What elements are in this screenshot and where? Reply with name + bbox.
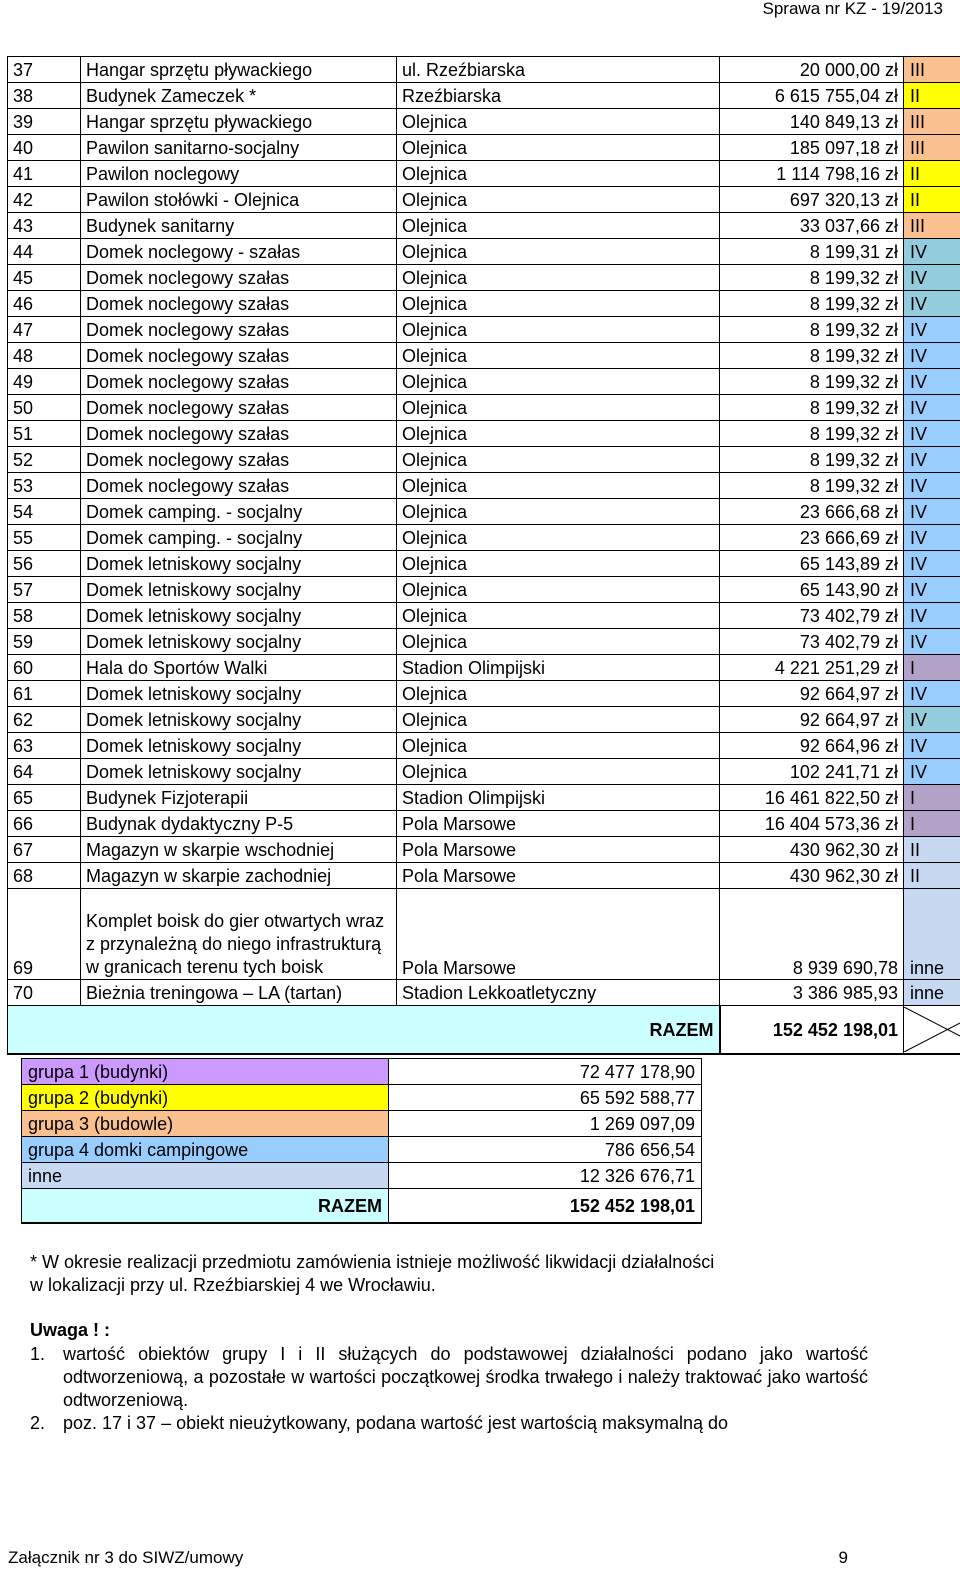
row-number: 39	[8, 109, 81, 135]
object-value: 8 199,32 zł	[720, 447, 904, 473]
group-cell: IV	[904, 317, 960, 343]
table-row	[8, 759, 960, 785]
group-cell: IV	[904, 759, 960, 785]
footnote-star-line1: * W okresie realizacji przedmiotu zamówienia istnieje możliwość likwidacji działalności	[30, 1252, 715, 1272]
object-name: Domek camping. - socjalny	[81, 525, 397, 551]
object-value: 8 199,32 zł	[720, 369, 904, 395]
row-number: 46	[8, 291, 81, 317]
object-location: Olejnica	[397, 707, 720, 733]
table-row	[8, 551, 960, 577]
row-number: 49	[8, 369, 81, 395]
object-value: 6 615 755,04 zł	[720, 83, 904, 109]
table-row	[8, 577, 960, 603]
object-location: Olejnica	[397, 629, 720, 655]
group-cell: IV	[904, 681, 960, 707]
group-cell: IV	[904, 629, 960, 655]
object-name: Domek noclegowy szałas	[81, 369, 397, 395]
row-number: 70	[8, 980, 81, 1006]
object-location: Olejnica	[397, 473, 720, 499]
group-cell: III	[904, 109, 960, 135]
row-number: 66	[8, 811, 81, 837]
object-location: Stadion Olimpijski	[397, 655, 720, 681]
object-value: 8 199,32 zł	[720, 291, 904, 317]
object-value: 23 666,69 zł	[720, 525, 904, 551]
table-row	[8, 109, 960, 135]
object-location: Pola Marsowe	[397, 863, 720, 889]
group-cell: II	[904, 863, 960, 889]
summary-value: 65 592 588,77	[389, 1085, 702, 1111]
row-number: 67	[8, 837, 81, 863]
summary-row	[22, 1137, 702, 1163]
cross-mark	[904, 1007, 960, 1052]
summary-row	[22, 1059, 702, 1085]
group-cell: II	[904, 837, 960, 863]
group-summary-table	[21, 1058, 702, 1224]
group-cell: inne	[904, 889, 960, 980]
object-location: Olejnica	[397, 421, 720, 447]
object-name: Domek noclegowy - szałas	[81, 239, 397, 265]
group-cell: IV	[904, 239, 960, 265]
table-row	[8, 837, 960, 863]
object-value: 430 962,30 zł	[720, 863, 904, 889]
uwaga-list	[30, 1343, 868, 1435]
row-number: 57	[8, 577, 81, 603]
object-location: Olejnica	[397, 265, 720, 291]
table-row	[8, 135, 960, 161]
table-row	[8, 785, 960, 811]
group-cell: I	[904, 811, 960, 837]
object-name: Pawilon stołówki - Olejnica	[81, 187, 397, 213]
object-value: 8 199,32 zł	[720, 317, 904, 343]
group-cell: IV	[904, 525, 960, 551]
object-location: Olejnica	[397, 135, 720, 161]
table-row	[8, 291, 960, 317]
object-value: 16 461 822,50 zł	[720, 785, 904, 811]
object-name: Domek noclegowy szałas	[81, 291, 397, 317]
object-location: Olejnica	[397, 369, 720, 395]
object-location: Pola Marsowe	[397, 811, 720, 837]
total-row	[8, 1006, 960, 1055]
object-value: 8 199,32 zł	[720, 265, 904, 291]
object-name: Domek noclegowy szałas	[81, 421, 397, 447]
object-location: Stadion Olimpijski	[397, 785, 720, 811]
summary-row	[22, 1085, 702, 1111]
row-number: 43	[8, 213, 81, 239]
group-cell: I	[904, 785, 960, 811]
object-name: Pawilon sanitarno-socjalny	[81, 135, 397, 161]
row-number: 61	[8, 681, 81, 707]
row-number: 41	[8, 161, 81, 187]
page-number: 9	[838, 1548, 848, 1567]
table-row	[8, 629, 960, 655]
object-location: Olejnica	[397, 525, 720, 551]
object-location: Olejnica	[397, 109, 720, 135]
object-name: Domek letniskowy socjalny	[81, 707, 397, 733]
object-location: Olejnica	[397, 343, 720, 369]
row-number: 50	[8, 395, 81, 421]
object-location: Olejnica	[397, 161, 720, 187]
row-number: 62	[8, 707, 81, 733]
object-value: 20 000,00 zł	[720, 57, 904, 83]
row-number: 42	[8, 187, 81, 213]
summary-label: inne	[22, 1163, 389, 1189]
summary-value: 1 269 097,09	[389, 1111, 702, 1137]
table-row	[8, 525, 960, 551]
object-location: Olejnica	[397, 733, 720, 759]
row-number: 51	[8, 421, 81, 447]
object-value: 65 143,90 zł	[720, 577, 904, 603]
object-value: 65 143,89 zł	[720, 551, 904, 577]
group-cell: IV	[904, 733, 960, 759]
group-cell: IV	[904, 577, 960, 603]
object-value: 92 664,97 zł	[720, 707, 904, 733]
object-value: 92 664,96 zł	[720, 733, 904, 759]
group-cell: III	[904, 57, 960, 83]
object-value: 4 221 251,29 zł	[720, 655, 904, 681]
object-location: Olejnica	[397, 681, 720, 707]
table-row	[8, 733, 960, 759]
row-number: 53	[8, 473, 81, 499]
row-number: 52	[8, 447, 81, 473]
table-row	[8, 369, 960, 395]
summary-label: grupa 1 (budynki)	[22, 1059, 389, 1085]
row-number: 56	[8, 551, 81, 577]
object-location: Olejnica	[397, 187, 720, 213]
group-cell: II	[904, 161, 960, 187]
object-value: 430 962,30 zł	[720, 837, 904, 863]
row-number: 45	[8, 265, 81, 291]
object-name: Domek camping. - socjalny	[81, 499, 397, 525]
row-number: 54	[8, 499, 81, 525]
table-row	[8, 863, 960, 889]
group-cell: IV	[904, 447, 960, 473]
uwaga-item	[30, 1412, 868, 1435]
object-name: Hala do Sportów Walki	[81, 655, 397, 681]
object-value: 8 939 690,78	[720, 889, 904, 980]
object-name: Budynek sanitarny	[81, 213, 397, 239]
table-row	[8, 83, 960, 109]
object-value: 697 320,13 zł	[720, 187, 904, 213]
table-row	[8, 317, 960, 343]
row-number: 40	[8, 135, 81, 161]
uwaga-item-number: 2.	[30, 1413, 46, 1433]
group-cell: IV	[904, 499, 960, 525]
table-row	[8, 655, 960, 681]
crossed-cell	[904, 1006, 960, 1055]
row-number: 55	[8, 525, 81, 551]
object-location: Olejnica	[397, 603, 720, 629]
summary-total-label: RAZEM	[22, 1189, 389, 1224]
group-cell: IV	[904, 395, 960, 421]
row-number: 44	[8, 239, 81, 265]
group-cell: inne	[904, 980, 960, 1006]
row-number: 47	[8, 317, 81, 343]
object-location: Olejnica	[397, 291, 720, 317]
object-value: 185 097,18 zł	[720, 135, 904, 161]
group-cell: IV	[904, 369, 960, 395]
uwaga-item-number: 1.	[30, 1344, 46, 1364]
table-row	[8, 980, 960, 1006]
group-cell: IV	[904, 551, 960, 577]
object-value: 8 199,32 zł	[720, 395, 904, 421]
object-value: 73 402,79 zł	[720, 629, 904, 655]
object-name: Magazyn w skarpie wschodniej	[81, 837, 397, 863]
object-value: 8 199,32 zł	[720, 473, 904, 499]
group-cell: I	[904, 655, 960, 681]
object-name: Budynek Zameczek *	[81, 83, 397, 109]
table-row	[8, 213, 960, 239]
object-name: Domek noclegowy szałas	[81, 317, 397, 343]
object-name: Domek letniskowy socjalny	[81, 629, 397, 655]
object-name: Domek noclegowy szałas	[81, 265, 397, 291]
table-row	[8, 421, 960, 447]
object-value: 33 037,66 zł	[720, 213, 904, 239]
object-name: Magazyn w skarpie zachodniej	[81, 863, 397, 889]
row-number: 68	[8, 863, 81, 889]
case-reference: Sprawa nr KZ - 19/2013	[762, 0, 943, 18]
object-location: Olejnica	[397, 551, 720, 577]
table-row	[8, 473, 960, 499]
object-name: Bieżnia treningowa – LA (tartan)	[81, 980, 397, 1006]
property-table	[7, 56, 960, 1055]
object-value: 1 114 798,16 zł	[720, 161, 904, 187]
row-number: 58	[8, 603, 81, 629]
group-cell: IV	[904, 473, 960, 499]
group-cell: III	[904, 213, 960, 239]
table-row	[8, 681, 960, 707]
group-cell: IV	[904, 707, 960, 733]
table-row	[8, 57, 960, 83]
group-cell: IV	[904, 603, 960, 629]
table-row	[8, 707, 960, 733]
object-location: Olejnica	[397, 317, 720, 343]
object-value: 8 199,32 zł	[720, 421, 904, 447]
object-name: Domek noclegowy szałas	[81, 343, 397, 369]
summary-total-row	[22, 1189, 702, 1224]
footer-attachment: Załącznik nr 3 do SIWZ/umowy	[8, 1548, 244, 1567]
summary-value: 72 477 178,90	[389, 1059, 702, 1085]
total-value: 152 452 198,01	[720, 1006, 904, 1055]
object-location: Olejnica	[397, 395, 720, 421]
summary-total-value: 152 452 198,01	[389, 1189, 702, 1224]
object-name: Domek letniskowy socjalny	[81, 577, 397, 603]
object-value: 73 402,79 zł	[720, 603, 904, 629]
object-value: 3 386 985,93	[720, 980, 904, 1006]
object-name: Domek letniskowy socjalny	[81, 681, 397, 707]
object-name: Domek letniskowy socjalny	[81, 759, 397, 785]
total-label: RAZEM	[8, 1006, 720, 1055]
row-number: 37	[8, 57, 81, 83]
object-name: Budynak dydaktyczny P-5	[81, 811, 397, 837]
row-number: 59	[8, 629, 81, 655]
object-location: Olejnica	[397, 499, 720, 525]
row-number: 63	[8, 733, 81, 759]
group-cell: IV	[904, 421, 960, 447]
object-name: Domek noclegowy szałas	[81, 473, 397, 499]
group-cell: IV	[904, 291, 960, 317]
footnote-star-line2: w lokalizacji przy ul. Rzeźbiarskiej 4 we Wrocławiu.	[30, 1275, 436, 1295]
object-value: 92 664,97 zł	[720, 681, 904, 707]
summary-label: grupa 2 (budynki)	[22, 1085, 389, 1111]
uwaga-title: Uwaga ! :	[30, 1320, 111, 1340]
object-name: Hangar sprzętu pływackiego	[81, 109, 397, 135]
object-value: 8 199,31 zł	[720, 239, 904, 265]
table-row	[8, 395, 960, 421]
object-name: Hangar sprzętu pływackiego	[81, 57, 397, 83]
summary-label: grupa 3 (budowle)	[22, 1111, 389, 1137]
row-number: 48	[8, 343, 81, 369]
row-number: 64	[8, 759, 81, 785]
object-name: Komplet boisk do gier otwartych wraz z przynależną do niego infrastrukturą w granicach terenu tych boisk	[81, 889, 397, 980]
group-cell: IV	[904, 343, 960, 369]
table-row	[8, 187, 960, 213]
summary-label: grupa 4 domki campingowe	[22, 1137, 389, 1163]
group-cell: II	[904, 187, 960, 213]
table-row	[8, 239, 960, 265]
uwaga-item	[30, 1343, 868, 1412]
row-number: 65	[8, 785, 81, 811]
table-row	[8, 343, 960, 369]
uwaga-item-text: poz. 17 i 37 – obiekt nieużytkowany, podana wartość jest wartością maksymalną do	[63, 1413, 729, 1433]
row-number: 60	[8, 655, 81, 681]
summary-row	[22, 1111, 702, 1137]
object-name: Domek letniskowy socjalny	[81, 733, 397, 759]
object-name: Budynek Fizjoterapii	[81, 785, 397, 811]
summary-value: 786 656,54	[389, 1137, 702, 1163]
object-location: ul. Rzeźbiarska	[397, 57, 720, 83]
table-row	[8, 499, 960, 525]
object-location: Pola Marsowe	[397, 889, 720, 980]
object-name: Domek letniskowy socjalny	[81, 551, 397, 577]
object-location: Olejnica	[397, 239, 720, 265]
row-number: 38	[8, 83, 81, 109]
uwaga-item-text: wartość obiektów grupy I i II służących do podstawowej działalności podano jako wartość odtworzeniową, a pozostałe w wartości początkowej środka trwałego i należy traktować jako wartość odtworzeniową.	[63, 1344, 868, 1410]
object-location: Pola Marsowe	[397, 837, 720, 863]
object-value: 140 849,13 zł	[720, 109, 904, 135]
object-name: Domek noclegowy szałas	[81, 447, 397, 473]
object-name: Pawilon noclegowy	[81, 161, 397, 187]
row-number: 69	[8, 889, 81, 980]
object-name: Domek letniskowy socjalny	[81, 603, 397, 629]
object-location: Olejnica	[397, 577, 720, 603]
object-value: 102 241,71 zł	[720, 759, 904, 785]
object-location: Stadion Lekkoatletyczny	[397, 980, 720, 1006]
summary-value: 12 326 676,71	[389, 1163, 702, 1189]
object-name: Domek noclegowy szałas	[81, 395, 397, 421]
group-cell: III	[904, 135, 960, 161]
table-row	[8, 603, 960, 629]
table-row	[8, 161, 960, 187]
table-row	[8, 265, 960, 291]
object-value: 23 666,68 zł	[720, 499, 904, 525]
object-location: Olejnica	[397, 759, 720, 785]
group-cell: II	[904, 83, 960, 109]
object-location: Olejnica	[397, 447, 720, 473]
group-cell: IV	[904, 265, 960, 291]
summary-row	[22, 1163, 702, 1189]
object-value: 8 199,32 zł	[720, 343, 904, 369]
table-row	[8, 889, 960, 980]
table-row	[8, 811, 960, 837]
table-row	[8, 447, 960, 473]
object-value: 16 404 573,36 zł	[720, 811, 904, 837]
object-location: Olejnica	[397, 213, 720, 239]
object-location: Rzeźbiarska	[397, 83, 720, 109]
